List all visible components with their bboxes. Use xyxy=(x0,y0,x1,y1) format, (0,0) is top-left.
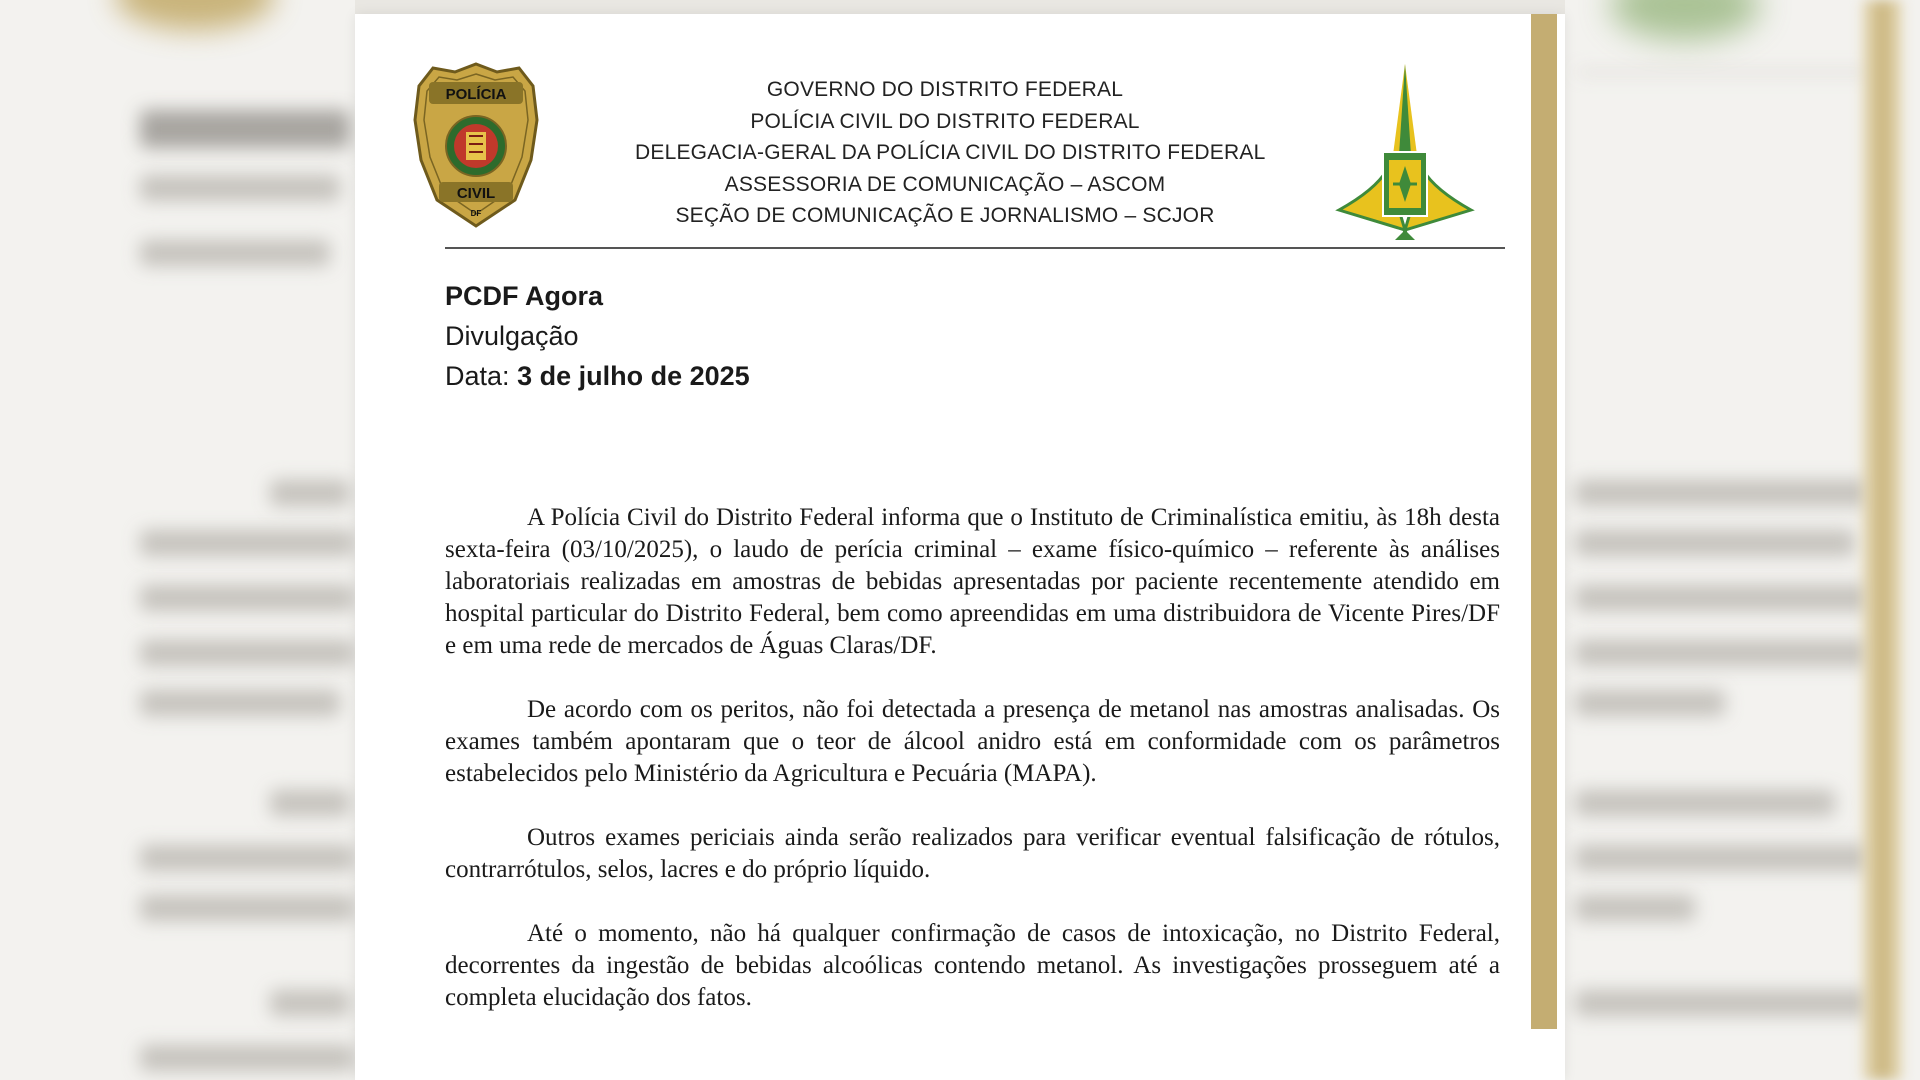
header-divider xyxy=(445,247,1505,249)
pcdf-badge-icon xyxy=(411,60,541,230)
paragraph-2: De acordo com os peritos, não foi detectada a presença de metanol nas amostras analisadas. Os exames também apontaram que o teor de álcool anidro está em conformidade com os parâmetros estabelecidos pelo Ministério da Agricultura e Pecuária (MAPA). xyxy=(445,696,1500,787)
document-sheet xyxy=(355,14,1565,1080)
org-line-policia: POLÍCIA CIVIL DO DISTRITO FEDERAL xyxy=(750,109,1140,133)
org-line-scjor: SEÇÃO DE COMUNICAÇÃO E JORNALISMO – SCJOR xyxy=(675,204,1215,227)
svg-text:DF: DF xyxy=(470,209,482,218)
paragraph-4: Até o momento, não há qualquer confirmação de casos de intoxicação, no Distrito Federal, decorrentes da ingestão de bebidas alcoólicas contendo metanol. As investigações prosseguem até a completa elucidação dos fatos. xyxy=(445,920,1500,1011)
paragraph-1: A Polícia Civil do Distrito Federal informa que o Instituto de Criminalística emitiu, às 18h desta sexta-feira (03/10/2025), o laudo de perícia criminal – exame físico-químico – referente às análises laboratoriais realizadas em amostras de bebidas apresentadas por paciente recentemente atendido em hospital particular do Distrito Federal, bem como apreendidas em uma distribuidora de Vicente Pires/DF e em uma rede de mercados de Águas Claras/DF. xyxy=(445,504,1500,659)
org-line-ascom: ASSESSORIA DE COMUNICAÇÃO – ASCOM xyxy=(724,172,1166,196)
svg-text:CIVIL: CIVIL xyxy=(456,185,496,202)
svg-text:POLÍCIA: POLÍCIA xyxy=(445,86,507,103)
gold-margin-bar xyxy=(1531,14,1557,1029)
document-header xyxy=(355,14,1515,249)
date-value: 3 de julho de 2025 xyxy=(517,361,750,391)
release-title: PCDF Agora xyxy=(445,281,604,311)
release-date xyxy=(445,356,750,396)
date-label: Data: xyxy=(445,361,510,391)
release-meta xyxy=(445,276,750,396)
df-emblem-icon xyxy=(1335,60,1475,245)
organization-heading xyxy=(635,74,1266,232)
org-line-delegacia: DELEGACIA-GERAL DA POLÍCIA CIVIL DO DISTRITO FEDERAL xyxy=(635,141,1266,164)
release-type: Divulgação xyxy=(445,321,579,351)
release-body xyxy=(445,502,1500,1046)
paragraph-3: Outros exames periciais ainda serão realizados para verificar eventual falsificação de rótulos, contrarrótulos, selos, lacres e do próprio líquido. xyxy=(445,824,1500,883)
org-line-governo: GOVERNO DO DISTRITO FEDERAL xyxy=(766,78,1124,101)
blurred-background-left xyxy=(0,0,355,1080)
blurred-gold-stripe xyxy=(1862,0,1902,1080)
